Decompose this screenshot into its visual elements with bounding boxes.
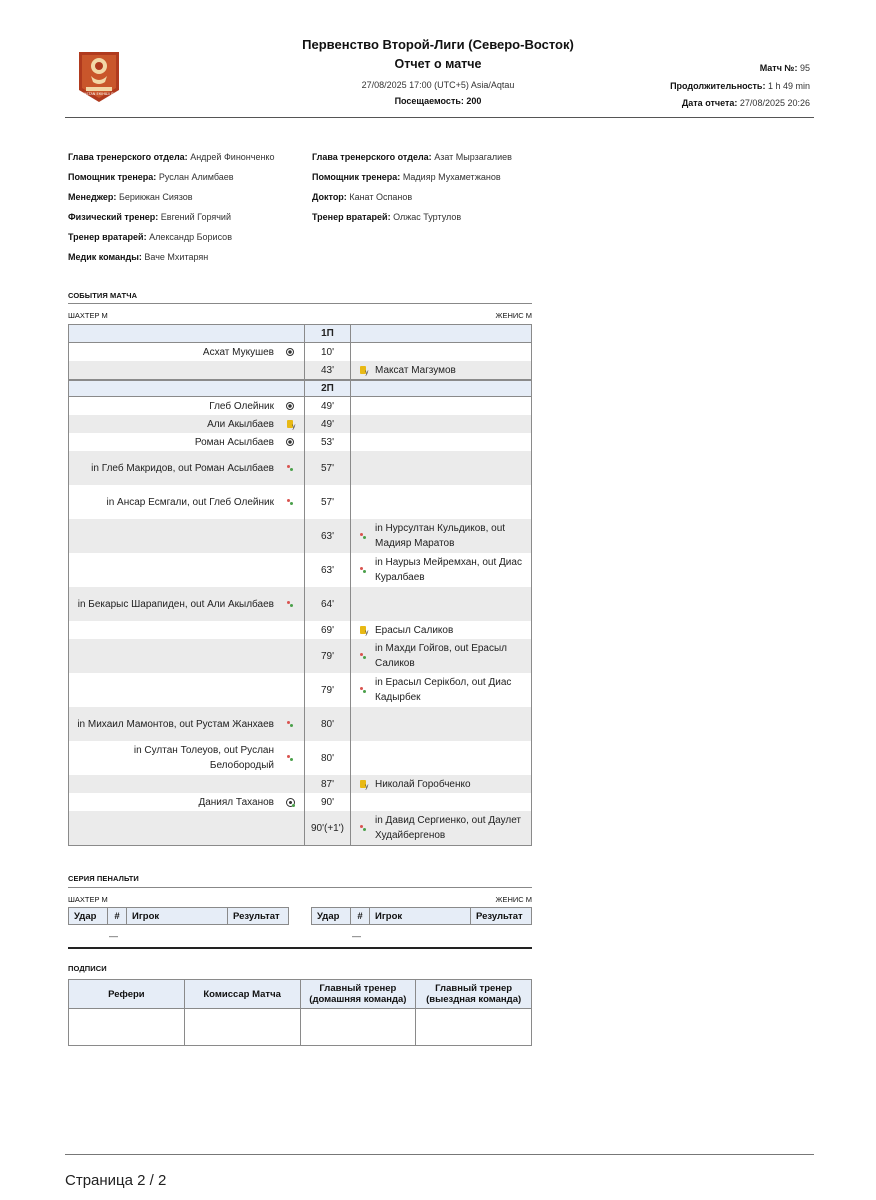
event-minute: 43' <box>305 361 351 379</box>
substitution-icon <box>359 686 368 695</box>
event-away-player <box>375 741 531 775</box>
penalty-table-home <box>68 907 289 925</box>
logo-text: KAZAKHSTAN ЕКІНШІ ЛИГАСЫ <box>71 92 127 96</box>
event-home-player: Глеб Олейник <box>209 400 274 412</box>
event-away-player: in Наурыз Мейремхан, out Диас Куралбаев <box>375 557 522 583</box>
sig-home-coach: Главный тренер (домашняя команда) <box>300 980 416 1009</box>
penalty-table-away <box>311 907 532 925</box>
event-home-icon-cell <box>276 775 305 793</box>
event-minute: 90' <box>305 793 351 811</box>
event-minute: 49' <box>305 397 351 415</box>
sig-commissioner: Комиссар Матча <box>184 980 300 1009</box>
event-home-player: in Ансар Есмгали, out Глеб Олейник <box>106 496 274 508</box>
event-away-icon-cell <box>351 707 375 741</box>
penalty-home-empty: — <box>109 931 118 941</box>
event-minute: 63' <box>305 519 351 553</box>
events-section-title: СОБЫТИЯ МАТЧА <box>68 291 138 300</box>
event-away-icon-cell <box>351 519 375 553</box>
event-home-player: in Султан Толеуов, out Руслан Белобородый <box>133 745 274 771</box>
event-home-icon-cell <box>276 519 305 553</box>
sig-away-coach-cell <box>416 1009 532 1046</box>
event-home-player: Роман Асылбаев <box>194 436 274 448</box>
event-minute: 79' <box>305 639 351 673</box>
event-row <box>69 707 531 741</box>
goal-icon <box>286 402 294 410</box>
event-home-player <box>69 519 276 553</box>
staff-away-item: Тренер вратарей: Олжас Туртулов <box>312 212 462 222</box>
event-minute: 80' <box>305 741 351 775</box>
match-number-label: Матч №: <box>759 63 798 73</box>
event-minute: 80' <box>305 707 351 741</box>
match-number <box>760 63 810 73</box>
event-away-player <box>375 793 531 811</box>
event-minute: 69' <box>305 621 351 639</box>
league-title: Первенство Второй-Лиги (Северо-Восток) <box>302 37 574 52</box>
event-away-player: in Давид Сергиенко, out Даулет Худайбергенов <box>375 815 522 841</box>
staff-home-item: Помощник тренера: Руслан Алимбаев <box>68 172 234 182</box>
event-home-icon-cell <box>276 343 305 361</box>
header-divider <box>65 117 814 118</box>
event-away-icon-cell <box>351 361 375 379</box>
penalty-home-team: ШАХТЕР М <box>68 895 108 904</box>
event-home-icon-cell <box>276 397 305 415</box>
event-away-player <box>375 587 531 621</box>
report-title: Отчет о матче <box>394 57 482 71</box>
event-home-icon-cell <box>276 361 305 379</box>
event-away-player <box>375 707 531 741</box>
event-home-icon-cell <box>276 587 305 621</box>
report-date-label: Дата отчета: <box>681 98 738 108</box>
event-away-player <box>375 397 531 415</box>
event-away-player <box>375 343 531 361</box>
event-home-player: in Бекарыс Шарапиден, out Али Акылбаев <box>77 598 274 610</box>
col-player: Игрок <box>127 908 228 925</box>
sig-away-coach: Главный тренер (выездная команда) <box>416 980 532 1009</box>
event-home-icon-cell <box>276 811 305 845</box>
match-duration <box>670 81 810 91</box>
event-home-icon-cell <box>276 415 305 433</box>
event-away-icon-cell <box>351 673 375 707</box>
sig-commissioner-cell <box>184 1009 300 1046</box>
event-minute: 64' <box>305 587 351 621</box>
events-divider <box>68 303 532 304</box>
event-row <box>69 621 531 639</box>
event-home-player <box>69 361 276 379</box>
events-away-team: ЖЕНИС М <box>495 311 532 320</box>
event-row <box>69 639 531 673</box>
event-home-icon-cell <box>276 639 305 673</box>
event-away-icon-cell <box>351 343 375 361</box>
event-row <box>69 343 531 361</box>
event-away-icon-cell <box>351 587 375 621</box>
event-row <box>69 519 531 553</box>
events-home-team: ШАХТЕР М <box>68 311 108 320</box>
event-minute: 63' <box>305 553 351 587</box>
yellow-card-icon <box>360 366 366 374</box>
event-away-player <box>375 451 531 485</box>
event-away-icon-cell <box>351 433 375 451</box>
half-label: 2П <box>305 381 351 396</box>
col-shot: Удар <box>312 908 351 925</box>
sig-referee-cell <box>69 1009 185 1046</box>
staff-away <box>312 152 512 232</box>
substitution-icon <box>286 498 295 507</box>
event-home-player: in Михаил Мамонтов, out Рустам Жанхаев <box>77 718 274 730</box>
events-half-2 <box>69 397 531 845</box>
event-minute: 49' <box>305 415 351 433</box>
report-date <box>682 98 810 108</box>
signatures-section-title: ПОДПИСИ <box>68 964 107 973</box>
event-home-icon-cell <box>276 433 305 451</box>
report-date-value: 27/08/2025 20:26 <box>739 98 810 108</box>
col-num: # <box>108 908 127 925</box>
yellow-card-icon <box>287 420 293 428</box>
substitution-icon <box>286 464 295 473</box>
footer-divider <box>65 1154 814 1155</box>
event-away-icon-cell <box>351 775 375 793</box>
col-shot: Удар <box>69 908 108 925</box>
event-minute: 90'(+1') <box>305 811 351 845</box>
event-home-icon-cell <box>276 621 305 639</box>
col-result: Результат <box>471 908 532 925</box>
event-away-player <box>375 433 531 451</box>
event-away-icon-cell <box>351 451 375 485</box>
col-num: # <box>351 908 370 925</box>
event-away-player: Николай Горобченко <box>375 778 471 790</box>
event-minute: 53' <box>305 433 351 451</box>
yellow-card-icon <box>360 780 366 788</box>
event-home-icon-cell <box>276 673 305 707</box>
attendance-value: 200 <box>466 96 482 106</box>
duration-value: 1 h 49 min <box>767 81 810 91</box>
event-home-icon-cell <box>276 485 305 519</box>
staff-home-item: Менеджер: Берикжан Сиязов <box>68 192 193 202</box>
event-home-player <box>69 811 276 845</box>
section-divider-thick <box>68 947 532 949</box>
event-home-player: Асхат Мукушев <box>202 346 274 358</box>
staff-home-item: Медик команды: Ваче Мхитарян <box>68 252 209 262</box>
event-away-player: Максат Магзумов <box>375 364 456 376</box>
event-away-icon-cell <box>351 485 375 519</box>
event-row <box>69 433 531 451</box>
event-home-player <box>69 775 276 793</box>
event-home-icon-cell <box>276 741 305 775</box>
match-number-value: 95 <box>799 63 810 73</box>
event-away-icon-cell <box>351 553 375 587</box>
event-away-player: in Махди Гойгов, out Ерасыл Саликов <box>375 643 508 669</box>
penalty-section-title: СЕРИЯ ПЕНАЛЬТИ <box>68 874 139 883</box>
event-away-player: in Ерасыл Серікбол, out Диас Кадырбек <box>375 677 512 703</box>
substitution-icon <box>359 824 368 833</box>
substitution-icon <box>286 720 295 729</box>
event-minute: 10' <box>305 343 351 361</box>
page-number: Страница 2 / 2 <box>65 1172 167 1189</box>
event-home-icon-cell <box>276 707 305 741</box>
event-away-icon-cell <box>351 621 375 639</box>
half-header-2 <box>69 379 531 397</box>
goal-icon <box>286 438 294 446</box>
event-home-icon-cell <box>276 793 305 811</box>
event-row <box>69 587 531 621</box>
event-minute: 79' <box>305 673 351 707</box>
yellow-card-icon <box>360 626 366 634</box>
penalty-away-team: ЖЕНИС М <box>495 895 532 904</box>
event-row <box>69 485 531 519</box>
staff-away-item: Доктор: Канат Оспанов <box>312 192 413 202</box>
event-minute: 57' <box>305 451 351 485</box>
event-row <box>69 673 531 707</box>
event-away-icon-cell <box>351 415 375 433</box>
event-home-player <box>69 673 276 707</box>
col-result: Результат <box>228 908 289 925</box>
event-home-player <box>69 621 276 639</box>
event-row <box>69 397 531 415</box>
event-away-icon-cell <box>351 397 375 415</box>
event-home-player <box>69 639 276 673</box>
event-row <box>69 741 531 775</box>
staff-away-item: Глава тренерского отдела: Азат Мырзагалиев <box>312 152 512 162</box>
event-away-player <box>375 485 531 519</box>
event-minute: 87' <box>305 775 351 793</box>
half-header-1 <box>69 325 531 343</box>
duration-label: Продолжительность: <box>670 81 766 91</box>
event-home-player: Али Акылбаев <box>207 418 274 430</box>
event-row <box>69 451 531 485</box>
penalty-divider <box>68 887 532 888</box>
event-row <box>69 361 531 379</box>
event-away-player: in Нурсултан Кульдиков, out Мадияр Маратов <box>375 523 506 549</box>
staff-home-item: Физический тренер: Евгений Горячий <box>68 212 231 222</box>
event-home-icon-cell <box>276 451 305 485</box>
event-row <box>69 553 531 587</box>
event-row <box>69 793 531 811</box>
event-away-player: Ерасыл Саликов <box>375 624 454 636</box>
event-home-player: in Глеб Макридов, out Роман Асылбаев <box>91 462 274 474</box>
staff-home-item: Тренер вратарей: Александр Борисов <box>68 232 232 242</box>
penalty-away-empty: — <box>352 931 361 941</box>
attendance-label: Посещаемость: <box>394 96 464 106</box>
event-home-player: Даниял Таханов <box>198 796 274 808</box>
event-home-player <box>69 553 276 587</box>
goal-icon <box>286 348 294 356</box>
signatures-table <box>68 979 532 1046</box>
event-away-icon-cell <box>351 811 375 845</box>
substitution-icon <box>286 754 295 763</box>
event-home-icon-cell <box>276 553 305 587</box>
staff-home <box>68 152 274 272</box>
substitution-icon <box>359 652 368 661</box>
substitution-icon <box>286 600 295 609</box>
event-away-icon-cell <box>351 639 375 673</box>
substitution-icon <box>359 566 368 575</box>
staff-home-item: Глава тренерского отдела: Андрей Финонченко <box>68 152 275 162</box>
event-row <box>69 775 531 793</box>
col-player: Игрок <box>370 908 471 925</box>
match-datetime: 27/08/2025 17:00 (UTC+5) Asia/Aqtau <box>361 80 515 90</box>
events-half-1 <box>69 343 531 379</box>
substitution-icon <box>359 532 368 541</box>
event-away-icon-cell <box>351 741 375 775</box>
event-row <box>69 811 531 845</box>
goal-substitution-icon <box>286 798 295 807</box>
event-away-player <box>375 415 531 433</box>
sig-referee: Рефери <box>69 980 185 1009</box>
half-label: 1П <box>305 325 351 342</box>
event-away-icon-cell <box>351 793 375 811</box>
staff-away-item: Помощник тренера: Мадияр Мухаметжанов <box>312 172 501 182</box>
sig-home-coach-cell <box>300 1009 416 1046</box>
event-minute: 57' <box>305 485 351 519</box>
event-row <box>69 415 531 433</box>
events-table <box>68 324 532 846</box>
